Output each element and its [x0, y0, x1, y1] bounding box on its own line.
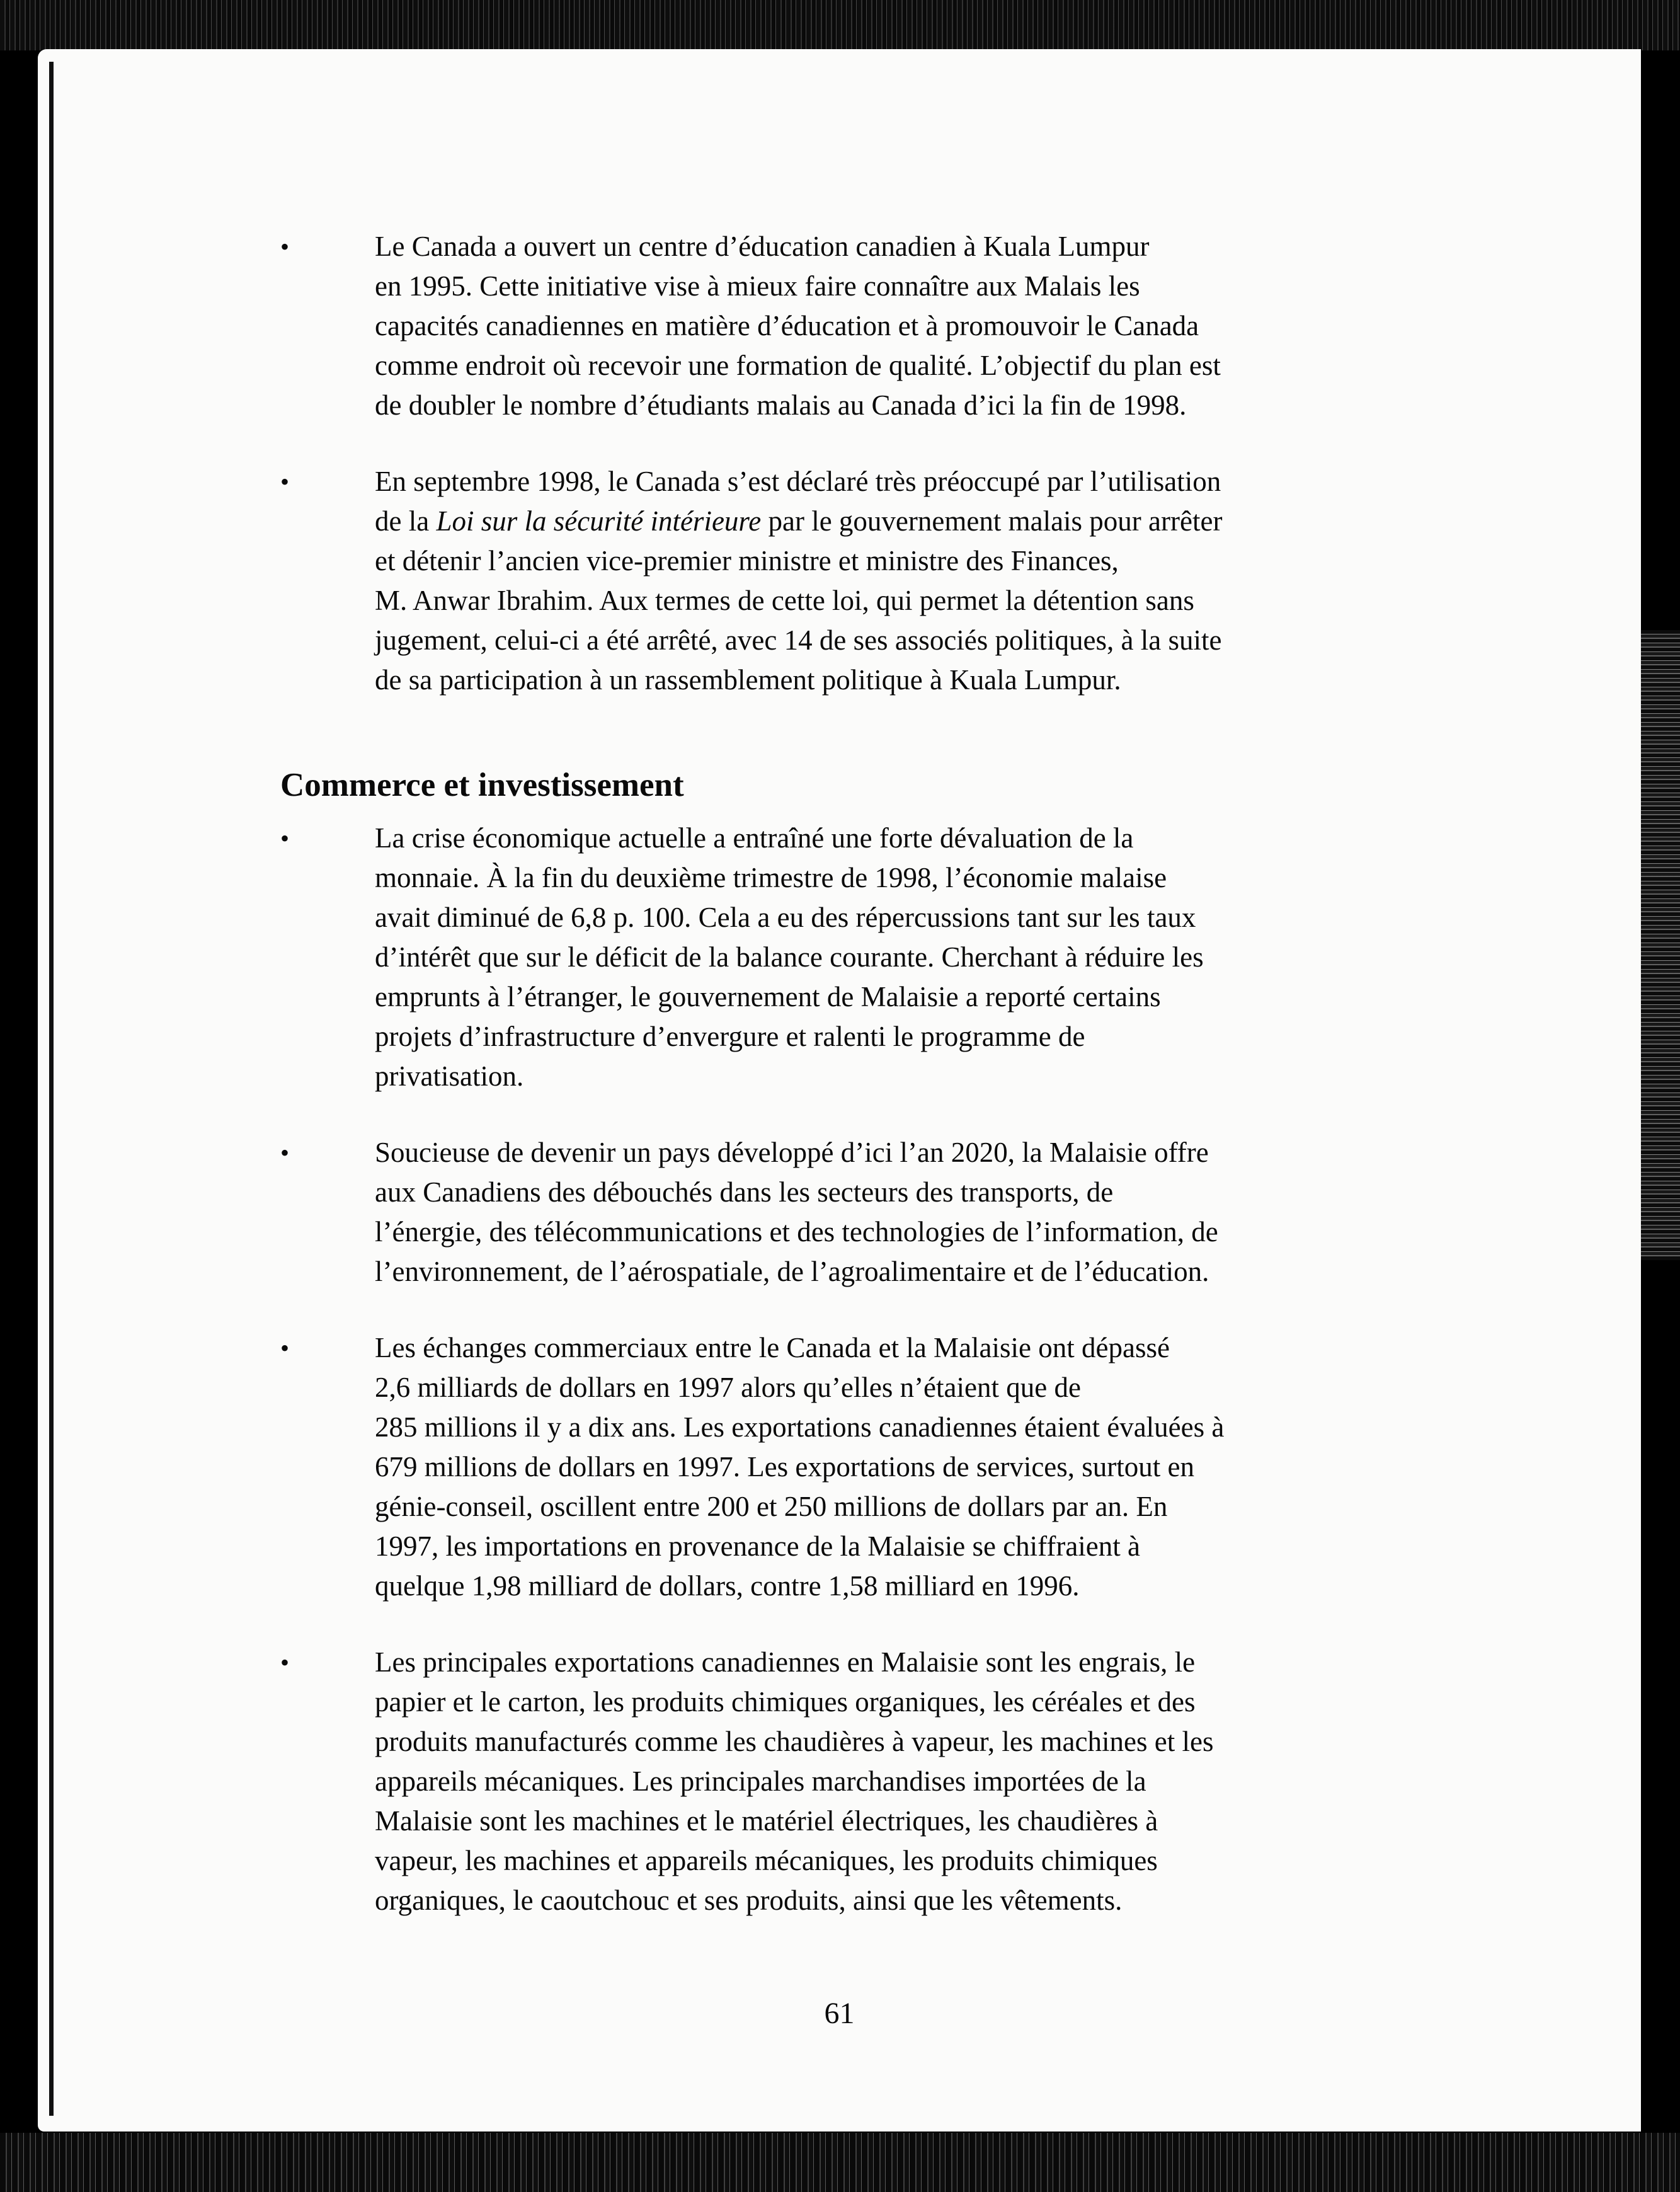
- scan-edge-bottom: [0, 2133, 1680, 2192]
- bullet-text: Les principales exportations canadiennes en Malaisie sont les engrais, le papier et le carton, les produits chimiques organiques, les céréales et des produits manufacturés comme les chaudières à vapeur, les machines et les appareils mécaniques. Les principales marchandises importées de la Malaisie sont les machines et le matériel électriques, les chaudières à vapeur, les machines et appareils mécaniques, les produits chimiques organiques, le caoutchouc et ses produits, ainsi que les vêtements.: [375, 1646, 1214, 1916]
- page-number: 61: [824, 1997, 855, 2030]
- bullet-text: La crise économique actuelle a entraîné une forte dévaluation de la monnaie. À la fin du deuxième trimestre de 1998, l’économie malaise avait diminué de 6,8 p. 100. Cela a eu des répercussions tant sur les taux d’intérêt que sur le déficit de la balance courante. Cherchant à réduire les emprunts à l’étranger, le gouvernement de Malaisie a reporté certains projets d’infrastructure d’envergure et ralenti le programme de privatisation.: [375, 822, 1204, 1092]
- bullet-icon: •: [280, 1334, 290, 1362]
- bullet-item: [280, 1133, 1477, 1292]
- bullet-text: Le Canada a ouvert un centre d’éducation canadien à Kuala Lumpur en 1995. Cette initiative vise à mieux faire connaître aux Malais les capacités canadiennes en matière d’éducation et à promouvoir le Canada comme endroit où recevoir une formation de qualité. L’objectif du plan est de doubler le nombre d’étudiants malais au Canada d’ici la fin de 1998.: [375, 231, 1221, 421]
- bullet-text-part: En septembre 1998, le Canada s’est déclaré très préoccupé par l’utilisation de la: [375, 466, 1221, 537]
- binding-line: [49, 62, 54, 2116]
- bullet-text: Soucieuse de devenir un pays développé d’ici l’an 2020, la Malaisie offre aux Canadiens des débouchés dans les secteurs des transports, de l’énergie, des télécommunications et des technologies de l’information, de l’environnement, de l’aérospatiale, de l’agroalimentaire et de l’éducation.: [375, 1137, 1218, 1287]
- bullet-item: [280, 227, 1477, 425]
- bullet-item: [280, 1643, 1477, 1920]
- bullet-text: Les échanges commerciaux entre le Canada et la Malaisie ont dépassé 2,6 milliards de dollars en 1997 alors qu’elles n’étaient que de 285 millions il y a dix ans. Les exportations canadiennes étaient évaluées à 679 millions de dollars en 1997. Les exportations de services, surtout en génie-conseil, oscillent entre 200 et 250 millions de dollars par an. En 1997, les importations en provenance de la Malaisie se chiffraient à quelque 1,98 milliard de dollars, contre 1,58 milliard en 1996.: [375, 1332, 1225, 1602]
- bullet-text-part: par le gouvernement malais pour arrêter et détenir l’ancien vice-premier ministre et ministre des Finances, M. Anwar Ibrahim. Aux termes de cette loi, qui permet la détention sans jugement, celui-ci a été arrêté, avec 14 de ses associés politiques, à la suite de sa participation à un rassemblement politique à Kuala Lumpur.: [375, 505, 1223, 696]
- bullet-icon: •: [280, 1648, 290, 1677]
- law-title: Loi sur la sécurité intérieure: [436, 505, 762, 537]
- scan-edge-right: [1638, 630, 1680, 1260]
- document-page: [38, 49, 1641, 2132]
- page-content: [280, 227, 1477, 1957]
- bullet-icon: •: [280, 1139, 290, 1167]
- bullet-item: [280, 818, 1477, 1096]
- bullet-item: [280, 462, 1477, 700]
- bullet-icon: •: [280, 468, 290, 496]
- section-heading: Commerce et investissement: [280, 767, 684, 803]
- bullet-icon: •: [280, 824, 290, 852]
- bullet-text: [375, 462, 1477, 700]
- bullet-item: [280, 1328, 1477, 1606]
- scan-edge-top: [0, 0, 1680, 50]
- bullet-icon: •: [280, 232, 290, 261]
